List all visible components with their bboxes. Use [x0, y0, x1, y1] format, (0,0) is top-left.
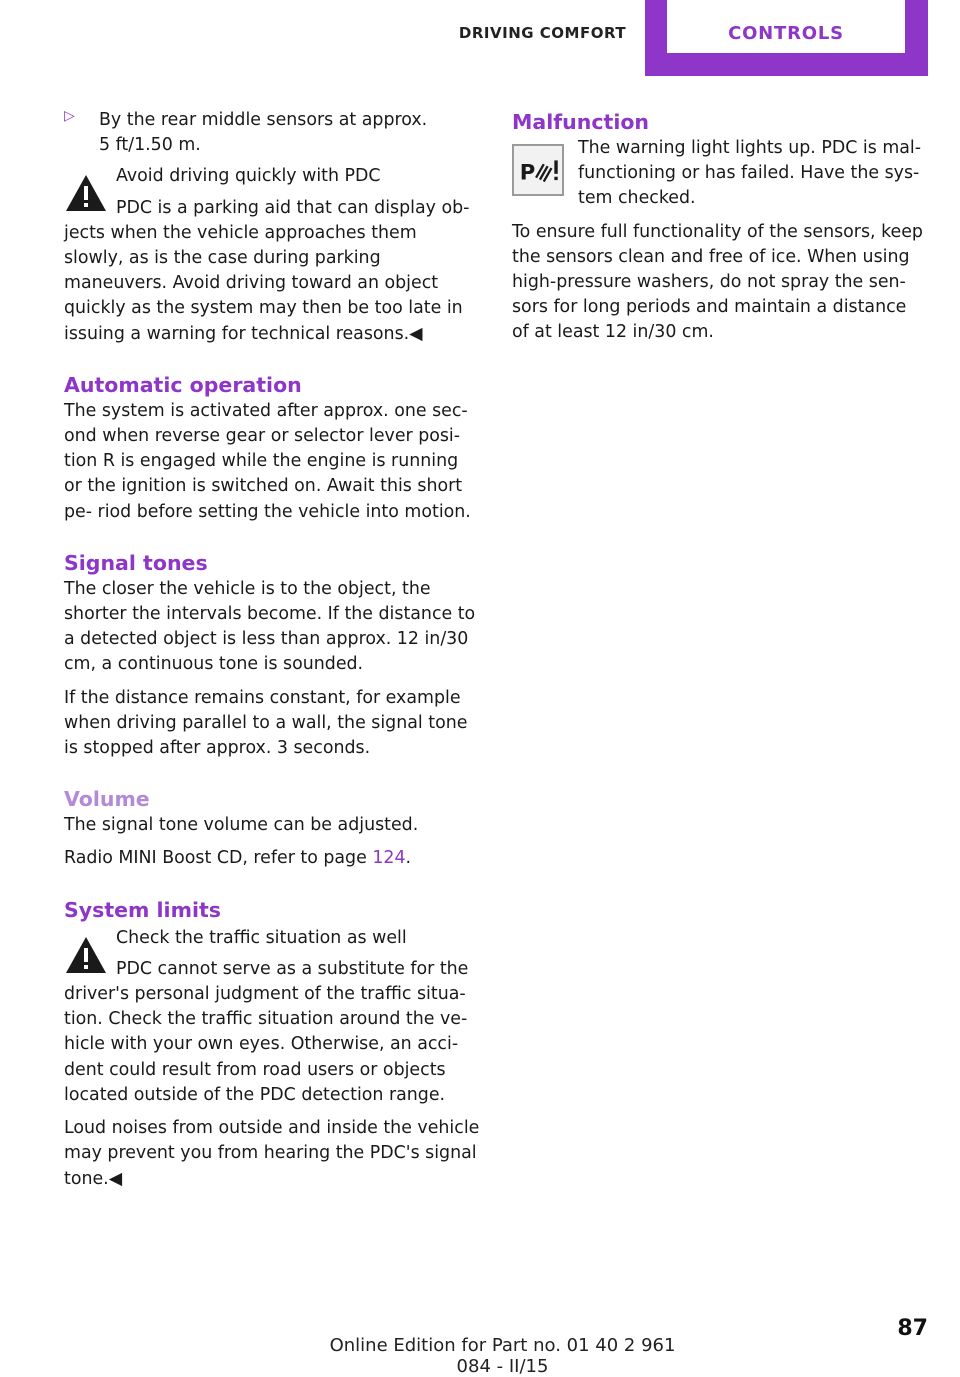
heading-system-limits: System limits: [64, 897, 221, 922]
heading-volume: Volume: [64, 787, 150, 812]
warning-title: Avoid driving quickly with PDC: [116, 166, 381, 187]
warning-lead: PDC is a parking aid that can display ob-: [116, 197, 470, 218]
radio-reference: [64, 846, 480, 871]
heading-automatic-operation: Automatic operation: [64, 372, 302, 397]
malfunction-text: The warning light lights up. PDC is mal- functioning or has failed. Have the sys- tem checked.: [578, 138, 922, 209]
warning-block-pdc-speed: [64, 164, 480, 346]
radio-reference-end: .: [405, 848, 412, 869]
warning-text: jects when the vehicle approaches them slowly, as is the case during parking maneuvers. Avoid driving toward an object quickly as the system may then be too late in issuing a warning for technical reasons.◀: [64, 222, 463, 344]
volume-text: The signal tone volume can be adjusted.: [64, 815, 419, 836]
chapter-tab: [645, 0, 928, 76]
footer-edition: Online Edition for Part no. 01 40 2 961 084 - II/15: [329, 1335, 676, 1377]
bullet-text-line1: By the rear middle sensors at approx.: [99, 110, 428, 130]
warning-title: Check the traffic situation as well: [116, 927, 407, 948]
automatic-operation-text: The system is activated after approx. one sec- ond when reverse gear or selector lever posi- tion R is engaged while the engine is running or the ignition is switched on. Await this short pe- riod before setting the vehicle into motion.: [64, 400, 471, 522]
left-column: [64, 108, 480, 1200]
running-header-section: DRIVING COMFORT: [458, 24, 627, 42]
signal-tones-text-1: The closer the vehicle is to the object, the shorter the intervals become. If the distance to a detected object is less than approx. 12 in/30 cm, a continuous tone is sounded.: [64, 578, 476, 675]
signal-tones-text-2: If the distance remains constant, for example when driving parallel to a wall, the signal tone is stopped after approx. 3 seconds.: [64, 687, 468, 759]
right-column: [512, 108, 928, 354]
loud-noises-text: Loud noises from outside and inside the vehicle may prevent you from hearing the PDC's signal tone.◀: [64, 1118, 480, 1189]
warning-lead: PDC cannot serve as a substitute for the: [116, 958, 469, 979]
radio-reference-text: Radio MINI Boost CD, refer to page: [64, 848, 373, 869]
warning-text: driver's personal judgment of the traffic situa- tion. Check the traffic situation around the ve- hicle with your own eyes. Otherwise, an acci- dent could result from road users or objects located outside of the PDC detection range.: [64, 984, 468, 1105]
bullet-item: [64, 108, 480, 158]
sensor-care-text: To ensure full functionality of the sensors, keep the sensors clean and free of ice. When using high-pressure washers, do not spray the sen- sors for long periods and maintain a distance of at least 12 in/30 cm.: [512, 221, 923, 343]
page-reference-link[interactable]: 124: [372, 848, 406, 869]
pdc-warning-light-icon: [512, 144, 564, 196]
bullet-text-line2: 5 ft/1.50 m.: [99, 135, 201, 156]
warning-triangle-icon: [64, 172, 108, 214]
chapter-tab-label: CONTROLS: [667, 0, 905, 53]
heading-malfunction: Malfunction: [512, 110, 650, 134]
warning-block-traffic: [64, 926, 480, 1108]
warning-triangle-icon: [64, 934, 108, 976]
heading-signal-tones: Signal tones: [64, 550, 208, 575]
svg-text:P: P: [519, 159, 536, 185]
page-number: 87: [897, 1316, 928, 1341]
triangle-bullet-icon: ▷: [64, 108, 75, 124]
